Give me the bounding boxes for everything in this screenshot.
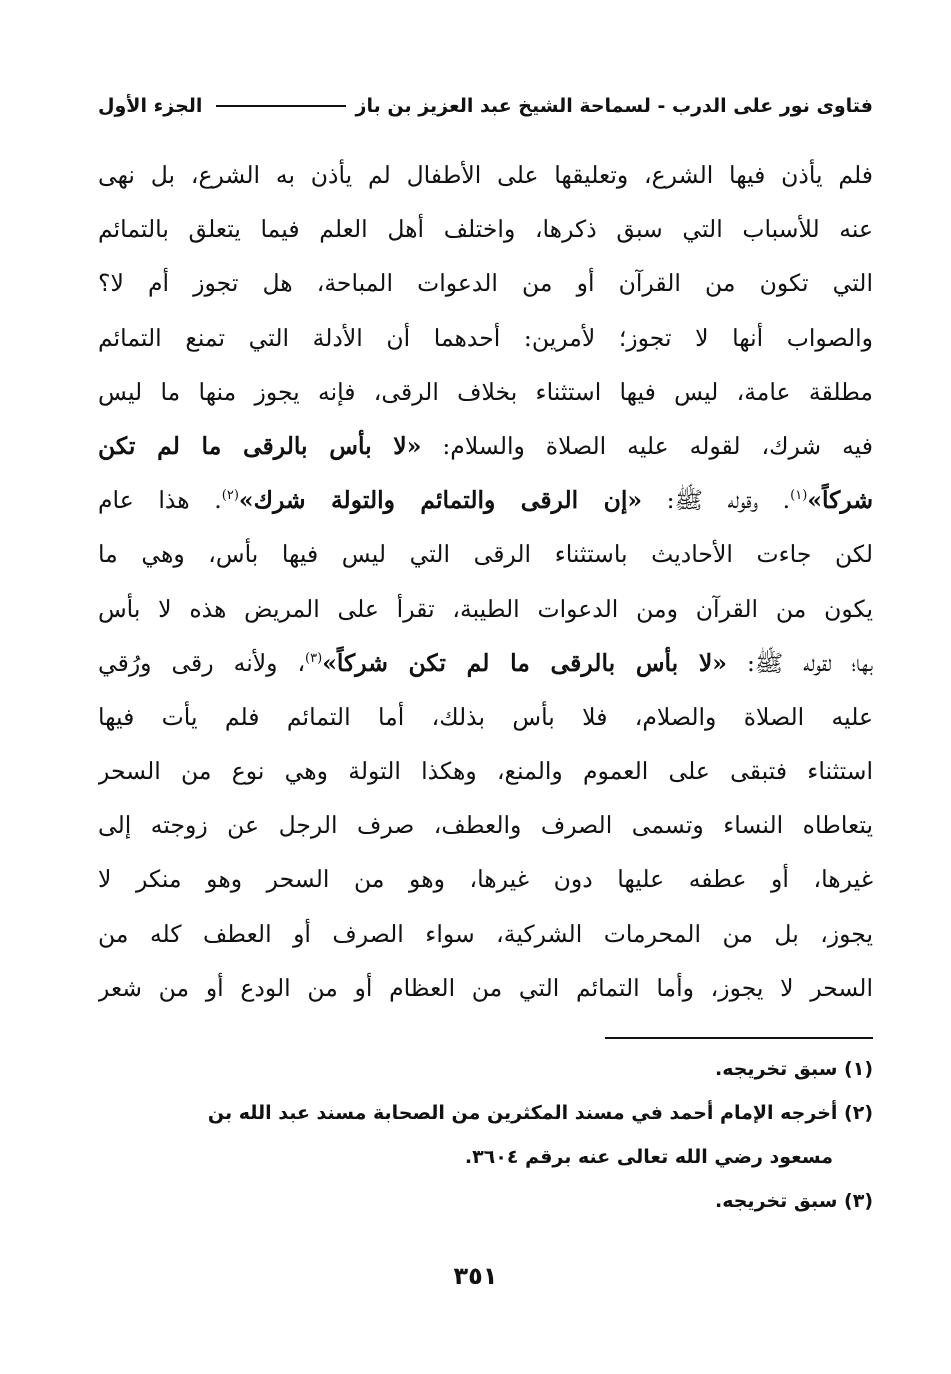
footnote-ref-1: (١) (790, 488, 808, 504)
footnote-ref-2: (٢) (221, 488, 239, 504)
footnote-ref-3: (٣) (305, 650, 323, 666)
text-segment: بها؛ لقوله ﷺ: (726, 648, 873, 677)
text-line: التي تكون من القرآن أو من الدعوات المباحة، هل تجوز أم لا؟ (98, 269, 873, 298)
text-line: يتعاطاه النساء وتسمى الصرف والعطف، صرف الرجل عن زوجته إلى (98, 811, 873, 840)
text-segment: . وقوله ﷺ: (642, 486, 791, 515)
text-line: يكون من القرآن ومن الدعوات الطيبة، تقرأ على المريض هذه لا بأس (98, 594, 873, 623)
text-line: لكن جاءت الأحاديث باستثناء الرقى التي ليس فيها بأس، وهي ما (98, 540, 873, 569)
footnote-separator (605, 1037, 873, 1039)
footnote-2: (٢) أخرجه الإمام أحمد في مسند المكثرين من الصحابة مسند عبد الله بن (207, 1102, 873, 1124)
text-line: عنه للأسباب التي سبق ذكرها، واختلف أهل العلم فيما يتعلق بالتمائم (98, 215, 873, 244)
page-number: ٣٥١ (453, 1262, 498, 1290)
text-line (98, 473, 873, 527)
text-segment: ، ولأنه رقى ورُقي (98, 648, 306, 677)
hadith-quote: «لا بأس بالرقى ما لم تكن شركاً» (322, 648, 727, 677)
text-line: السحر لا يجوز، وأما التمائم التي من العظام أو من الودع أو من شعر (98, 973, 873, 1002)
text-line: غيرها، أو عطفه عليها دون غيرها، وهو من السحر وهو منكر لا (98, 865, 873, 894)
footnotes (98, 1047, 873, 1223)
text-segment: فيه شرك، لقوله عليه الصلاة والسلام: (421, 431, 873, 460)
text-line: يجوز، بل من المحرمات الشركية، سواء الصرف أو العطف كله من (98, 919, 873, 948)
text-line: مطلقة عامة، ليس فيها استثناء بخلاف الرقى، فإنه يجوز منها ما ليس (98, 377, 873, 406)
footnote-1: (١) سبق تخريجه. (715, 1058, 873, 1080)
running-header (98, 88, 873, 124)
text-line (98, 636, 873, 690)
footnote-2-continuation: مسعود رضي الله تعالى عنه برقم ٣٦٠٤. (464, 1146, 833, 1168)
text-line: استثناء فتبقى على العموم والمنع، وهكذا التولة وهي نوع من السحر (98, 757, 873, 786)
hadith-quote: شركاً» (807, 486, 873, 515)
text-line: عليه الصلاة والصلام، فلا بأس بذلك، أما التمائم فلم يأت فيها (98, 702, 873, 731)
main-text (98, 148, 873, 1015)
text-line: والصواب أنها لا تجوز؛ لأمرين: أحدهما أن الأدلة التي تمنع التمائم (98, 323, 873, 352)
text-segment: . هذا عام (98, 486, 222, 515)
header-volume-group (98, 95, 354, 117)
header-volume: الجزء الأول (98, 95, 203, 117)
text-line: فلم يأذن فيها الشرع، وتعليقها على الأطفال لم يأذن به الشرع، بل نهى (98, 161, 873, 189)
hadith-quote: «لا بأس بالرقى ما لم تكن (98, 431, 422, 460)
header-rule (216, 105, 346, 107)
hadith-quote: «إن الرقى والتمائم والتولة شرك» (238, 486, 643, 515)
header-book-title: فتاوى نور على الدرب - لسماحة الشيخ عبد العزيز بن باز (355, 95, 873, 117)
footnote-3: (٣) سبق تخريجه. (715, 1190, 873, 1212)
text-line (98, 419, 873, 473)
